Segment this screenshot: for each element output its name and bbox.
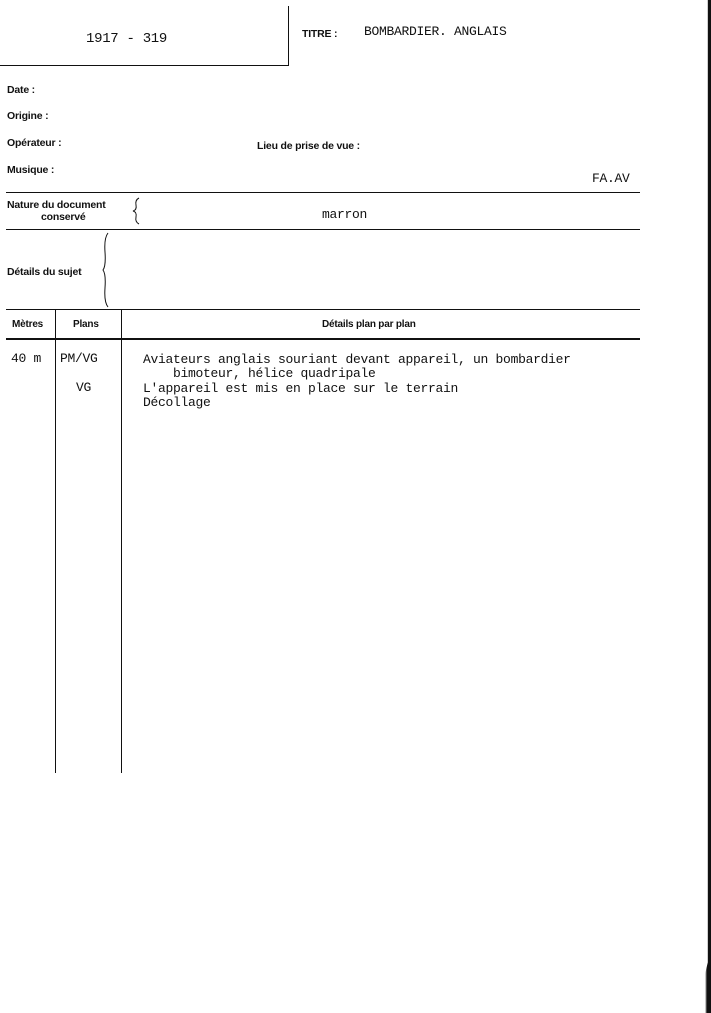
nature-brace-icon bbox=[132, 197, 142, 225]
table-row-plans: PM/VG bbox=[60, 351, 98, 366]
nature-value: marron bbox=[322, 207, 368, 222]
title-label: TITRE : bbox=[302, 28, 338, 40]
table-header-bottom-border bbox=[6, 338, 640, 340]
nature-label-line1: Nature du document bbox=[7, 199, 106, 211]
operateur-label: Opérateur : bbox=[7, 137, 62, 149]
header-box-bottom-border bbox=[0, 65, 289, 66]
table-row-details: L'appareil est mis en place sur le terrain bbox=[143, 381, 459, 396]
table-row-details: Décollage bbox=[143, 395, 211, 410]
details-sujet-label: Détails du sujet bbox=[7, 266, 82, 278]
table-row-metres: 40 m bbox=[11, 351, 42, 366]
column-header-details: Détails plan par plan bbox=[322, 319, 416, 330]
details-sujet-bottom-border bbox=[6, 309, 640, 310]
scan-edge-right bbox=[703, 0, 711, 1013]
column-divider-2 bbox=[121, 309, 122, 773]
column-header-metres: Mètres bbox=[12, 319, 44, 330]
title-value: BOMBARDIER. ANGLAIS bbox=[364, 24, 507, 39]
table-row-plans: VG bbox=[76, 380, 92, 395]
reference-number: 1917 - 319 bbox=[86, 31, 168, 47]
musique-label: Musique : bbox=[7, 164, 55, 176]
table-row-details: bimoteur, hélice quadripale bbox=[143, 366, 376, 381]
nature-label-line2: conservé bbox=[41, 211, 86, 223]
nature-bottom-border bbox=[6, 229, 640, 230]
header-box-right-border bbox=[288, 6, 289, 66]
date-label: Date : bbox=[7, 84, 35, 96]
column-divider-1 bbox=[55, 309, 56, 773]
table-row-details: Aviateurs anglais souriant devant appareil, un bombardier bbox=[143, 352, 571, 367]
archive-code: FA.AV bbox=[592, 171, 630, 186]
lieu-label: Lieu de prise de vue : bbox=[257, 140, 360, 152]
nature-top-border bbox=[6, 192, 640, 193]
details-sujet-brace-icon bbox=[102, 232, 112, 308]
column-header-plans: Plans bbox=[73, 319, 99, 330]
origine-label: Origine : bbox=[7, 110, 49, 122]
